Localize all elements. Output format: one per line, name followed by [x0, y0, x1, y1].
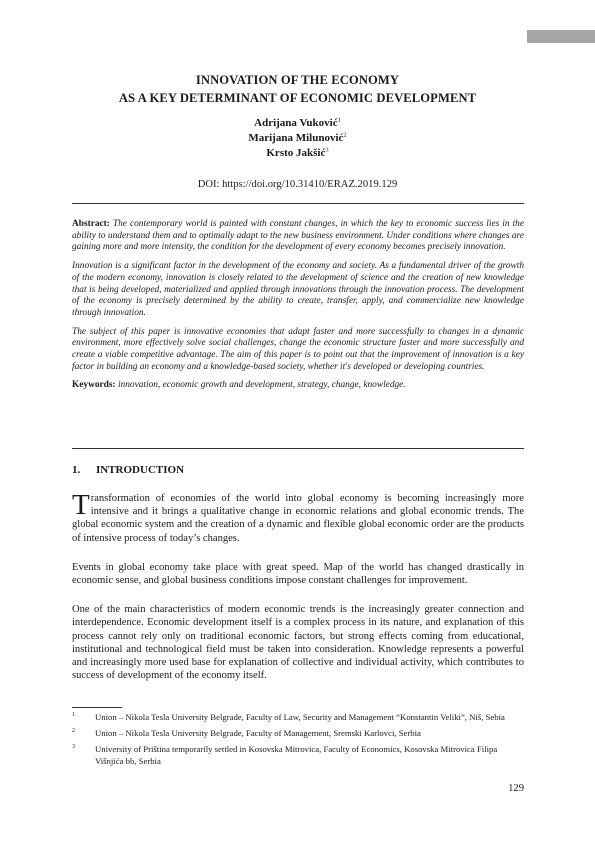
keywords: Keywords: innovation, economic growth and development, strategy, change, knowledge.	[72, 380, 406, 391]
footnote-mark: 3	[72, 744, 75, 751]
page-number: 129	[508, 783, 524, 794]
body-paragraph: One of the main characteristics of modern economic trends is the increasingly greater connection and interdependence. Economic development itself is a complex process in its nature, and explanation of this process cannot rely only on traditional economic factors, but strong effects coming from educational, institutional and technological field must be taken into consideration. Knowledge represents a powerful and increasingly more used base for explanation of collective and individual activity, which contributes to success of development of the economy itself.	[72, 604, 524, 682]
doi-link[interactable]: DOI: https://doi.org/10.31410/ERAZ.2019.129	[197, 179, 398, 190]
divider-bottom	[72, 448, 524, 449]
body-text	[72, 489, 524, 698]
drop-cap: T	[72, 489, 90, 521]
footnote: 2 Union – Nikola Tesla University Belgrade, Faculty of Management, Sremski Karlovci, Serbia	[72, 728, 421, 739]
section-title: INTRODUCTION	[96, 464, 185, 476]
body-paragraph: Transformation of economies of the world into global economy is becoming increasingly more intensive and it brings a qualitative change in economic relations and global economic trends. The global economic system and the creation of a dynamic and flexible global economic order are the products of intensive process of today’s changes.	[72, 489, 524, 544]
section-heading	[72, 463, 524, 477]
footnote-mark: 1	[72, 712, 75, 718]
abstract-block	[72, 219, 524, 399]
paper-title-line2: AS A KEY DETERMINANT OF ECONOMIC DEVELOPMENT	[118, 91, 477, 105]
author-name: Adrijana Vuković$^1$	[254, 116, 341, 129]
paper-title	[0, 71, 595, 107]
author-affiliation-mark: 3	[325, 146, 329, 154]
abstract-paragraph: The subject of this paper is innovative economies that adapt faster and more successfully to changes in a dynamic environment, more effectively solve social challenges, change the economic structure faster and more successfully and create a viable competitive advantage. The aim of this paper is to point out that the improvement of innovation is a key factor in building an economy and a knowledge-based society, whether it's developed or developing countries.	[72, 326, 524, 372]
section-number: 1.	[72, 464, 81, 476]
divider-top	[72, 203, 524, 204]
author-affiliation-mark: 2	[343, 131, 347, 139]
author-name: Krsto Jakšić$^3$	[266, 146, 329, 159]
author-name: Marijana Milunović$^2$	[248, 131, 347, 144]
footnote-divider	[72, 707, 122, 708]
footnotes	[72, 712, 524, 772]
abstract-label: Abstract:	[72, 219, 110, 229]
page-edge-tab	[527, 30, 595, 43]
footnote: 1 Union – Nikola Tesla University Belgrade, Faculty of Law, Security and Management “Konstantin Veliki”, Niš, Sebia	[72, 712, 505, 722]
author-list	[0, 116, 595, 161]
abstract-paragraph: Innovation is a significant factor in the development of the economy and society. As a fundamental driver of the growth of the modern economy, innovation is closely related to the development of science and the creation of new knowledge that is being developed, materialized and applied through innovations through the innovation process. The development of the economy is precisely determined by the ability to create, transfer, apply, and commercialize new knowledge through innovation.	[72, 261, 524, 318]
footnote: 3 University of Priština temporarily settled in Kosovska Mitrovica, Faculty of Economics, Kosovska Mitrovica Filipa Višnjića bb, Serbia	[72, 744, 498, 766]
author-affiliation-mark: 1	[337, 116, 341, 124]
body-paragraph: Events in global economy take place with great speed. Map of the world has changed drastically in economic sense, and global business conditions impose constant challenges for improvement.	[72, 561, 524, 587]
keywords-label: Keywords:	[72, 380, 116, 391]
footnote-mark: 2	[72, 728, 75, 735]
paper-title-line1: INNOVATION OF THE ECONOMY	[195, 73, 400, 87]
abstract-paragraph: Abstract: The contemporary world is painted with constant changes, in which the key to economic success lies in the ability to understand them and to optimally adapt to the new business environment. Under conditions where changes are gaining more and more intensity, the condition for the development of every economy becomes precisely innovation.	[72, 219, 524, 253]
